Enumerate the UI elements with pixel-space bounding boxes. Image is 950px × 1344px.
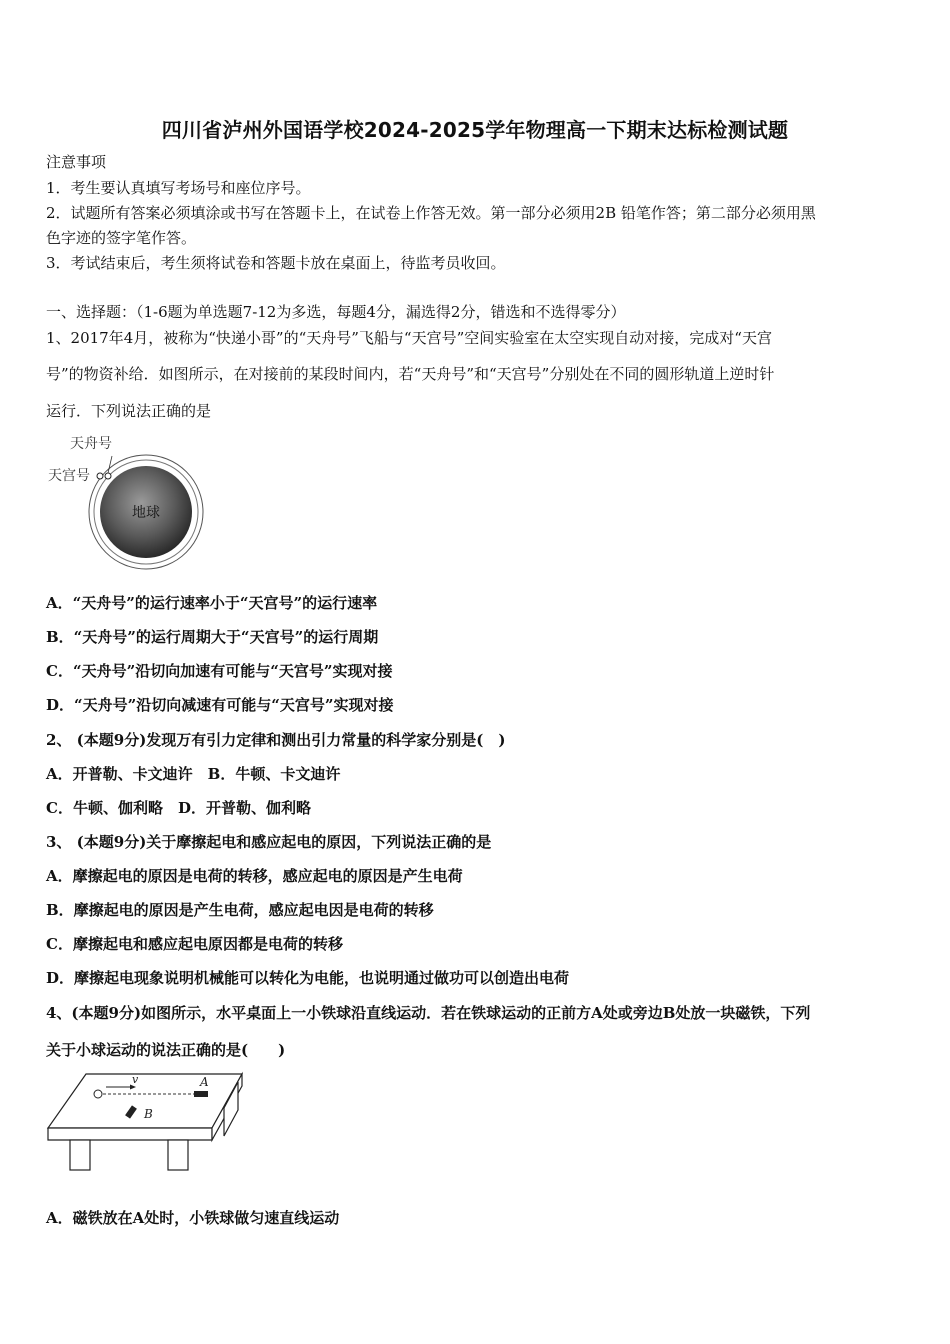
q1-stem-line: 1、2017年4月，被称为“快递小哥”的“天舟号”飞船与“天宫号”空间实验室在太空实现自动对接，完成对“天宫	[46, 329, 772, 347]
earth-label: 地球	[132, 505, 160, 521]
point-a-label: A	[200, 1075, 209, 1089]
q1-option-c: C．“天舟号”沿切向加速有可能与“天宫号”实现对接	[46, 662, 393, 680]
table-leg	[168, 1140, 188, 1170]
point-b-label: B	[144, 1107, 153, 1121]
table-figure	[46, 1068, 246, 1176]
tianzhou-label: 天舟号	[70, 436, 112, 452]
q1-option-b: B．“天舟号”的运行周期大于“天宫号”的运行周期	[46, 628, 379, 646]
q2-stem: 2、 (本题9分)发现万有引力定律和测出引力常量的科学家分别是( )	[46, 731, 506, 749]
q2-options-line: A．开普勒、卡文迪许 B．牛顿、卡文迪许	[46, 765, 341, 783]
notice-item: 3．考试结束后，考生须将试卷和答题卡放在桌面上，待监考员收回。	[46, 254, 506, 272]
magnet-a-icon	[194, 1091, 208, 1097]
iron-ball-icon	[94, 1090, 102, 1098]
tiangong-label: 天宫号	[48, 468, 90, 484]
notice-heading: 注意事项	[46, 153, 107, 171]
q3-stem: 3、 (本题9分)关于摩擦起电和感应起电的原因，下列说法正确的是	[46, 833, 492, 851]
q1-stem-line: 运行．下列说法正确的是	[46, 402, 212, 420]
section-heading: 一、选择题：（1-6题为单选题7-12为多选，每题4分，漏选得2分，错选和不选得零分）	[46, 303, 626, 321]
q1-option-d: D．“天舟号”沿切向减速有可能与“天宫号”实现对接	[46, 696, 394, 714]
q4-stem-line: 关于小球运动的说法正确的是( )	[46, 1041, 286, 1059]
orbit-figure	[46, 430, 216, 570]
q1-option-a: A．“天舟号”的运行速率小于“天宫号”的运行速率	[46, 594, 378, 612]
exam-title: 四川省泸州外国语学校2024-2025学年物理高一下期末达标检测试题	[161, 118, 789, 142]
q2-options-line: C．牛顿、伽利略 D．开普勒、伽利略	[46, 799, 311, 817]
table-leg	[70, 1140, 90, 1170]
notice-item: 2．试题所有答案必须填涂或书写在答题卡上，在试卷上作答无效。第一部分必须用2B 铅笔作答；第二部分必须用黑	[46, 204, 816, 222]
q1-stem-line: 号”的物资补给．如图所示，在对接前的某段时间内，若“天舟号”和“天宫号”分别处在不同的圆形轨道上逆时针	[46, 365, 775, 383]
q3-option-c: C．摩擦起电和感应起电原因都是电荷的转移	[46, 935, 343, 953]
velocity-label: v	[132, 1073, 139, 1086]
tiangong-dot	[97, 473, 103, 479]
tianzhou-dot	[105, 473, 111, 479]
q4-option-a: A．磁铁放在A处时，小铁球做匀速直线运动	[46, 1209, 340, 1227]
q3-option-a: A．摩擦起电的原因是电荷的转移，感应起电的原因是产生电荷	[46, 867, 463, 885]
notice-item: 色字迹的签字笔作答。	[46, 229, 197, 247]
table-edge	[48, 1128, 212, 1140]
q3-option-b: B．摩擦起电的原因是产生电荷，感应起电因是电荷的转移	[46, 901, 434, 919]
notice-item: 1．考生要认真填写考场号和座位序号。	[46, 179, 311, 197]
q4-stem-line: 4、(本题9分)如图所示，水平桌面上一小铁球沿直线运动．若在铁球运动的正前方A处或旁边B处放一块磁铁，下列	[46, 1004, 811, 1022]
q3-option-d: D．摩擦起电现象说明机械能可以转化为电能，也说明通过做功可以创造出电荷	[46, 969, 570, 987]
